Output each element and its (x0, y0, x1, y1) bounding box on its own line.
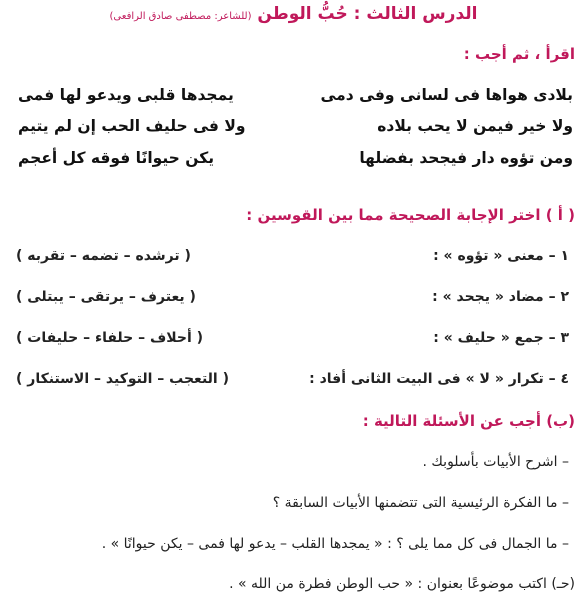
poem-line-1-second-hemistich: يمجدها قلبى ويدعو لها فمى (18, 86, 234, 104)
question-3: ٣ – جمع « حليف » : (433, 330, 569, 346)
question-3-options: ( أحلاف – حلفاء – حليفات ) (16, 330, 204, 346)
question-4-options: ( التعجب – التوكيد – الاستنكار ) (16, 371, 229, 387)
section-c-task: (حـ) اكتب موضوعًا بعنوان : « حب الوطن فطرة من الله » . (229, 576, 575, 592)
lesson-title-text: الدرس الثالث : حُبُّ الوطن (257, 4, 478, 24)
poem-line-3-first-hemistich: ومن تؤوه دار فيجحد بفضلها (359, 149, 573, 167)
question-1-options: ( ترشده – تضمه – تقربه ) (16, 248, 191, 264)
poet-name: (للشاعر: مصطفى صادق الرافعى) (109, 11, 252, 22)
instruction-heading: اقرأ ، ثم أجب : (463, 45, 575, 63)
poem-line-3-second-hemistich: يكن حيوانًا فوقه كل أعجم (18, 149, 215, 167)
lesson-title (0, 4, 587, 24)
section-b-question-1: – اشرح الأبيات بأسلوبك . (422, 454, 569, 470)
section-b-question-2: – ما الفكرة الرئيسية التى تتضمنها الأبيات السابقة ؟ (272, 495, 569, 511)
poem-line-2-second-hemistich: ولا فى حليف الحب إن لم يتيم (18, 117, 246, 135)
question-1: ١ – معنى « تؤوه » : (433, 248, 569, 264)
poem-line-1-first-hemistich: بلادى هواها فى لسانى وفى دمى (320, 86, 573, 104)
section-a-heading: ( أ ) اختر الإجابة الصحيحة مما بين القوسين : (246, 206, 575, 224)
question-2: ٢ – مضاد « يجحد » : (432, 289, 569, 305)
section-b-heading: (ب) أجب عن الأسئلة التالية : (362, 412, 575, 430)
question-2-options: ( يعترف – يرتقى – يبتلى ) (16, 289, 196, 305)
question-4: ٤ – تكرار « لا » فى البيت الثانى أفاد : (309, 371, 569, 387)
section-b-question-3: – ما الجمال فى كل مما يلى ؟ : « يمجدها القلب – يدعو لها فمى – يكن حيوانًا » . (101, 536, 569, 552)
poem-line-2-first-hemistich: ولا خير فيمن لا يحب بلاده (377, 117, 573, 135)
